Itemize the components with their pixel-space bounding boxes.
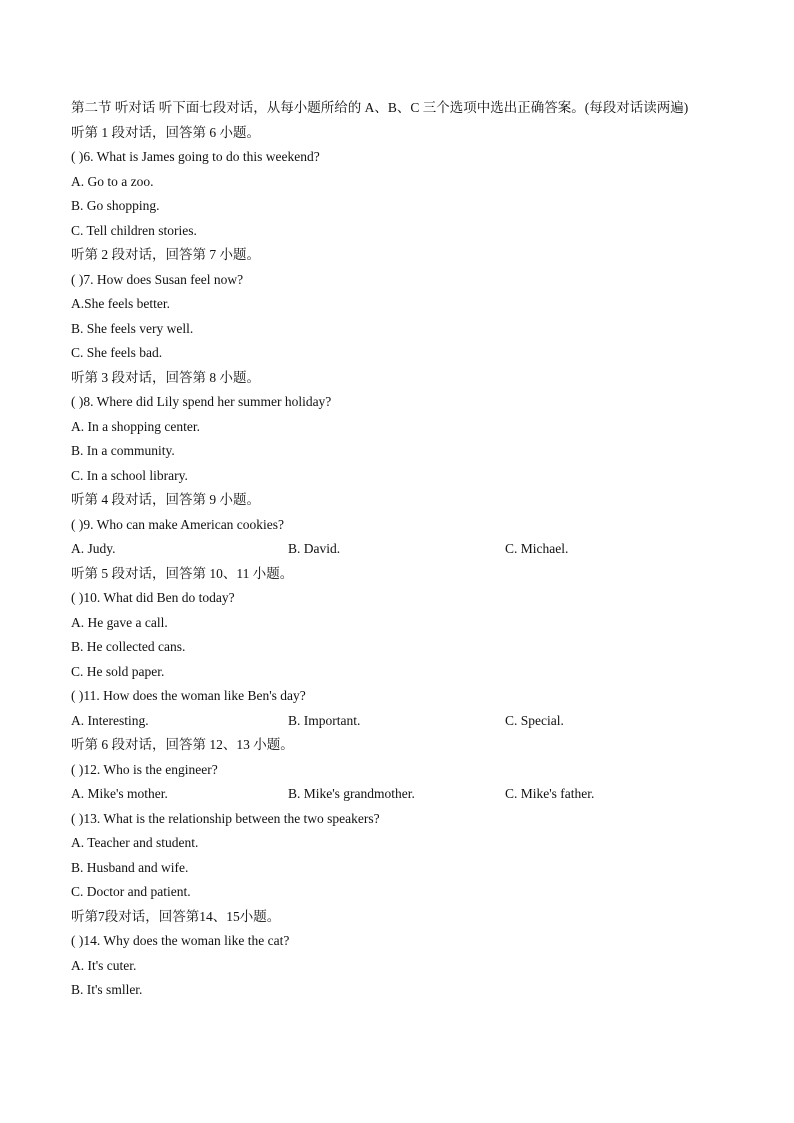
question-9-stem: ( )9. Who can make American cookies?	[71, 516, 285, 532]
question-9-option-c: C. Michael.	[505, 541, 569, 556]
question-9-option-a: A. Judy.	[71, 541, 116, 556]
question-13-option-a: A. Teacher and student.	[71, 835, 199, 850]
question-11-option-b: B. Important.	[288, 712, 361, 728]
question-9-option-b: B. David.	[288, 541, 341, 556]
question-12-option-b: B. Mike's grandmother.	[288, 786, 415, 801]
question-12-stem: ( )12. Who is the engineer?	[71, 761, 218, 777]
question-13-stem: ( )13. What is the relationship between the two speakers?	[71, 810, 380, 826]
dialogue-5-intro: 听第 5 段对话，回答第 10、11 小题。	[71, 565, 294, 581]
question-12-option-c: C. Mike's father.	[505, 786, 595, 801]
dialogue-1-intro: 听第 1 段对话，回答第 6 小题。	[71, 124, 260, 140]
dialogue-2-intro: 听第 2 段对话，回答第 7 小题。	[71, 247, 260, 262]
question-13-option-b: B. Husband and wife.	[71, 859, 189, 875]
question-14-option-a: A. It's cuter.	[71, 957, 137, 973]
question-8-option-c: C. In a school library.	[71, 467, 188, 483]
section-title: 第二节 听对话 听下面七段对话，从每小题所给的 A、B、C 三个选项中选出正确答案。(每段对话读两遍)	[71, 100, 689, 115]
question-7-stem: ( )7. How does Susan feel now?	[71, 271, 244, 287]
question-8-stem: ( )8. Where did Lily spend her summer holiday?	[71, 394, 332, 409]
question-11-options	[71, 709, 731, 734]
question-10-option-c: C. He sold paper.	[71, 663, 165, 679]
dialogue-4-intro: 听第 4 段对话，回答第 9 小题。	[71, 492, 260, 507]
question-7-option-b: B. She feels very well.	[71, 320, 194, 336]
question-9-options	[71, 537, 731, 562]
question-8-option-b: B. In a community.	[71, 443, 175, 458]
question-11-option-c: C. Special.	[505, 712, 564, 728]
question-10-option-a: A. He gave a call.	[71, 614, 168, 630]
question-13-option-c: C. Doctor and patient.	[71, 884, 191, 899]
question-6-stem: ( )6. What is James going to do this weekend?	[71, 149, 320, 164]
exam-page	[71, 96, 731, 1003]
question-8-option-a: A. In a shopping center.	[71, 418, 200, 434]
question-10-option-b: B. He collected cans.	[71, 639, 186, 654]
question-11-option-a: A. Interesting.	[71, 712, 149, 728]
dialogue-3-intro: 听第 3 段对话，回答第 8 小题。	[71, 369, 260, 385]
question-6-option-a: A. Go to a zoo.	[71, 173, 154, 189]
question-12-option-a: A. Mike's mother.	[71, 786, 168, 801]
dialogue-7-intro: 听第7段对话，回答第14、15小题。	[71, 908, 281, 924]
question-11-stem: ( )11. How does the woman like Ben's day?	[71, 688, 306, 703]
question-12-options	[71, 782, 731, 807]
question-7-option-c: C. She feels bad.	[71, 345, 163, 360]
question-14-stem: ( )14. Why does the woman like the cat?	[71, 933, 290, 948]
question-7-option-a: A.She feels better.	[71, 296, 170, 311]
question-14-option-b: B. It's smller.	[71, 982, 143, 997]
question-6-option-b: B. Go shopping.	[71, 198, 160, 213]
dialogue-6-intro: 听第 6 段对话，回答第 12、13 小题。	[71, 737, 294, 752]
question-6-option-c: C. Tell children stories.	[71, 222, 197, 238]
question-10-stem: ( )10. What did Ben do today?	[71, 590, 235, 605]
